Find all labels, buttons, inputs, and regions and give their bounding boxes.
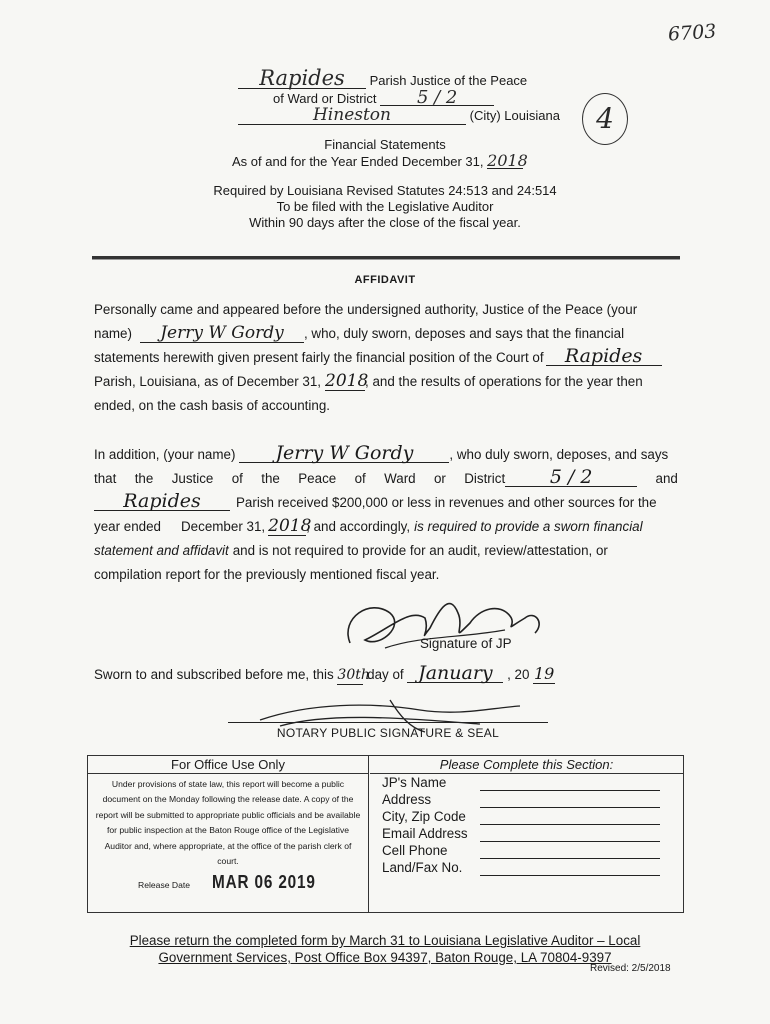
ward-label: of Ward or District bbox=[273, 91, 377, 106]
p2-line4a: year ended bbox=[94, 519, 162, 534]
p2-word: the bbox=[261, 471, 280, 486]
p1-line3: statements herewith given present fairly the financial position of the Court of bbox=[94, 350, 544, 365]
field-land-fax-line[interactable] bbox=[480, 875, 660, 876]
p2-word: that bbox=[94, 471, 117, 486]
p2-parish-value: Rapides bbox=[94, 492, 230, 511]
office-use-heading: For Office Use Only bbox=[88, 756, 368, 774]
requirement-line2: To be filed with the Legislative Auditor bbox=[276, 199, 494, 214]
p2-line5b: and is not required to provide for an audit, review/attestation, or bbox=[232, 543, 608, 558]
p2-line6: compilation report for the previously mentioned fiscal year. bbox=[94, 567, 440, 582]
title-year-value: 2018 bbox=[487, 151, 528, 170]
p1-line4: Parish, Louisiana, as of December 31, bbox=[94, 374, 322, 389]
divider-rule bbox=[92, 256, 680, 260]
field-jp-name: JP's Name bbox=[382, 775, 447, 790]
p2-district-value: 5 / 2 bbox=[505, 468, 637, 487]
affidavit-paragraph-1 bbox=[94, 298, 678, 418]
p2-line4d: is required to provide a sworn financial bbox=[414, 519, 643, 534]
release-date-label: Release Date bbox=[138, 880, 191, 890]
sworn-year-value: 19 bbox=[533, 664, 555, 683]
jp-signature-scribble bbox=[330, 588, 560, 666]
city-label: (City) Louisiana bbox=[469, 108, 560, 123]
p2-line1-rest: , who duly sworn, deposes, and says bbox=[449, 447, 669, 462]
p2-line4c: , and accordingly, bbox=[306, 519, 411, 534]
p1-year-value: 2018 bbox=[325, 371, 369, 391]
p1-line1: Personally came and appeared before the undersigned authority, Justice of the Peace (your bbox=[94, 302, 638, 317]
field-email-line[interactable] bbox=[480, 841, 660, 842]
release-date-stamp: MAR 06 2019 bbox=[212, 872, 316, 892]
p2-word: of bbox=[354, 471, 366, 486]
p2-name-value: Jerry W Gordy bbox=[239, 444, 449, 463]
complete-section-heading: Please Complete this Section: bbox=[370, 756, 683, 774]
field-cell-phone: Cell Phone bbox=[382, 843, 448, 858]
sworn-day-label: day of bbox=[367, 667, 404, 682]
p2-line3: Parish received $200,000 or less in revenues and other sources for the bbox=[236, 495, 657, 510]
p2-word: Peace bbox=[298, 471, 337, 486]
complete-section-panel bbox=[370, 756, 683, 912]
requirement-line3: Within 90 days after the close of the fiscal year. bbox=[249, 215, 521, 230]
office-use-body: Under provisions of state law, this report will become a public document on the Monday following the release date. A copy of the report will be submitted to appropriate public officials and be available for public inspection at the Baton Rouge office of the Legislative Auditor and, where appropriate, at the office of the parish clerk of court. bbox=[95, 779, 361, 867]
circled-number: 4 bbox=[582, 93, 628, 145]
affidavit-paragraph-2 bbox=[94, 443, 678, 587]
field-jp-name-line[interactable] bbox=[480, 790, 660, 791]
office-info-box bbox=[87, 755, 684, 913]
sworn-day-value: 30th bbox=[337, 667, 370, 683]
p2-line1: In addition, (your name) bbox=[94, 447, 236, 462]
p2-word: District bbox=[464, 471, 506, 486]
requirement-line1: Required by Louisiana Revised Statutes 24:513 and 24:514 bbox=[213, 183, 557, 198]
signature-label: Signature of JP bbox=[420, 636, 512, 651]
p1-name-value: Jerry W Gordy bbox=[140, 324, 304, 343]
ward-row bbox=[273, 87, 494, 108]
sworn-month-value: January bbox=[407, 664, 503, 683]
sworn-prefix: Sworn to and subscribed before me, this bbox=[94, 667, 334, 682]
ward-value: 5 / 2 bbox=[380, 90, 494, 106]
title-line2-text: As of and for the Year Ended December 31, bbox=[232, 154, 484, 169]
parish-label: Parish Justice of the Peace bbox=[369, 73, 528, 88]
field-city-zip: City, Zip Code bbox=[382, 809, 466, 824]
p2-word: or bbox=[433, 471, 446, 486]
p1-line4-rest: , and the results of operations for the year then bbox=[365, 374, 643, 389]
p1-name-prefix: name) bbox=[94, 326, 132, 341]
p2-year-value: 2018 bbox=[268, 516, 312, 536]
sworn-year-prefix: , 20 bbox=[507, 667, 530, 682]
p1-line5: ended, on the cash basis of accounting. bbox=[94, 398, 330, 413]
parish-row bbox=[238, 68, 527, 89]
field-address-line[interactable] bbox=[480, 807, 660, 808]
affidavit-heading: AFFIDAVIT bbox=[354, 274, 416, 286]
office-use-panel bbox=[88, 756, 369, 912]
parish-value: Rapides bbox=[238, 68, 366, 89]
field-land-fax: Land/Fax No. bbox=[382, 860, 463, 875]
field-email: Email Address bbox=[382, 826, 468, 841]
field-address: Address bbox=[382, 792, 432, 807]
title-line2 bbox=[232, 151, 528, 170]
p2-word: Justice bbox=[171, 471, 214, 486]
city-value: Hineston bbox=[238, 107, 466, 125]
p1-court-value: Rapides bbox=[546, 347, 662, 366]
p2-line5a: statement and affidavit bbox=[94, 543, 229, 558]
city-row bbox=[238, 107, 560, 125]
notary-label: NOTARY PUBLIC SIGNATURE & SEAL bbox=[276, 726, 500, 740]
notary-signature-line bbox=[228, 722, 548, 723]
p2-line4b: December 31, bbox=[181, 519, 266, 534]
p2-district-group bbox=[464, 467, 637, 491]
p2-word: of bbox=[231, 471, 243, 486]
revised-date: Revised: 2/5/2018 bbox=[590, 963, 671, 974]
sworn-line bbox=[94, 664, 555, 685]
p1-line2-rest: , who, duly sworn, deposes and says that the financial bbox=[303, 326, 625, 341]
title-line1: Financial Statements bbox=[324, 137, 446, 152]
field-cell-phone-line[interactable] bbox=[480, 858, 660, 859]
footer-line2: Government Services, Post Office Box 94397, Baton Rouge, LA 70804-9397 bbox=[158, 950, 612, 965]
p2-word: the bbox=[134, 471, 154, 486]
footer-line1: Please return the completed form by March 31 to Louisiana Legislative Auditor – Local bbox=[129, 933, 641, 948]
field-city-zip-line[interactable] bbox=[480, 824, 660, 825]
corner-number: 6703 bbox=[667, 20, 718, 46]
p2-word: Ward bbox=[384, 471, 416, 486]
p2-and: and bbox=[655, 471, 678, 486]
